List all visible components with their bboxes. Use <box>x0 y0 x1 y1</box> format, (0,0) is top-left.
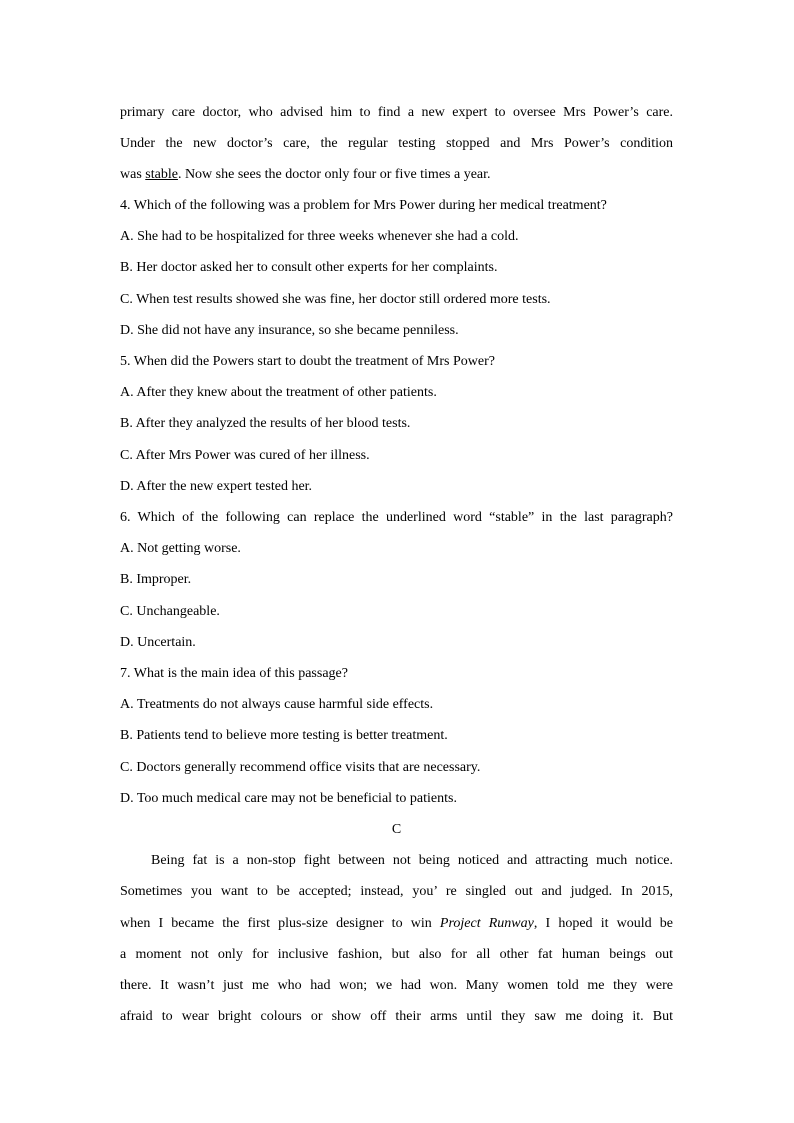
text-line: afraid to wear bright colours or show off their arms until they saw me doing it. But <box>120 1009 673 1024</box>
question-4: 4. Which of the following was a problem for Mrs Power during her medical treatment? <box>120 198 607 213</box>
question-6: 6. Which of the following can replace the underlined word “stable” in the last paragraph? <box>120 510 673 525</box>
text-line: there. It wasn’t just me who had won; we had won. Many women told me they were <box>120 978 673 993</box>
option-a: A. Not getting worse. <box>120 541 241 556</box>
option-b: B. Her doctor asked her to consult other experts for her complaints. <box>120 260 498 275</box>
option-a: A. Treatments do not always cause harmful side effects. <box>120 697 434 712</box>
option-b: B. Improper. <box>120 572 192 587</box>
option-b: B. After they analyzed the results of her blood tests. <box>120 416 411 431</box>
text-line: Under the new doctor’s care, the regular testing stopped and Mrs Power’s condition <box>120 136 673 151</box>
question-7: 7. What is the main idea of this passage? <box>120 666 348 681</box>
italic-title: Project Runway <box>439 916 534 931</box>
option-d: D. Too much medical care may not be beneficial to patients. <box>120 791 457 806</box>
option-c: C. After Mrs Power was cured of her illness. <box>120 448 370 463</box>
option-d: D. Uncertain. <box>120 635 196 650</box>
option-c: C. Unchangeable. <box>120 604 220 619</box>
option-a: A. She had to be hospitalized for three weeks whenever she had a cold. <box>120 229 519 244</box>
text-line <box>120 914 673 934</box>
option-c: C. When test results showed she was fine, her doctor still ordered more tests. <box>120 292 551 307</box>
text-line: primary care doctor, who advised him to find a new expert to oversee Mrs Power’s care. <box>120 105 673 120</box>
text-span: . Now she sees the doctor only four or five times a year. <box>177 167 491 182</box>
text-line: Being fat is a non-stop fight between not being noticed and attracting much notice. <box>151 853 673 868</box>
option-d: D. She did not have any insurance, so she became penniless. <box>120 323 459 338</box>
text-line <box>120 165 673 185</box>
text-span: was <box>120 167 146 182</box>
section-heading: C <box>391 822 402 837</box>
option-b: B. Patients tend to believe more testing is better treatment. <box>120 728 448 743</box>
option-a: A. After they knew about the treatment of other patients. <box>120 385 437 400</box>
text-line: a moment not only for inclusive fashion, but also for all other fat human beings out <box>120 947 673 962</box>
text-span: when I became the first plus-size designer to win <box>120 916 440 931</box>
option-d: D. After the new expert tested her. <box>120 479 313 494</box>
text-line: Sometimes you want to be accepted; instead, you’ re singled out and judged. In 2015, <box>120 884 673 899</box>
text-span: , I hoped it would be <box>533 916 673 931</box>
underlined-word: stable <box>145 167 178 182</box>
option-c: C. Doctors generally recommend office visits that are necessary. <box>120 760 481 775</box>
question-5: 5. When did the Powers start to doubt the treatment of Mrs Power? <box>120 354 495 369</box>
